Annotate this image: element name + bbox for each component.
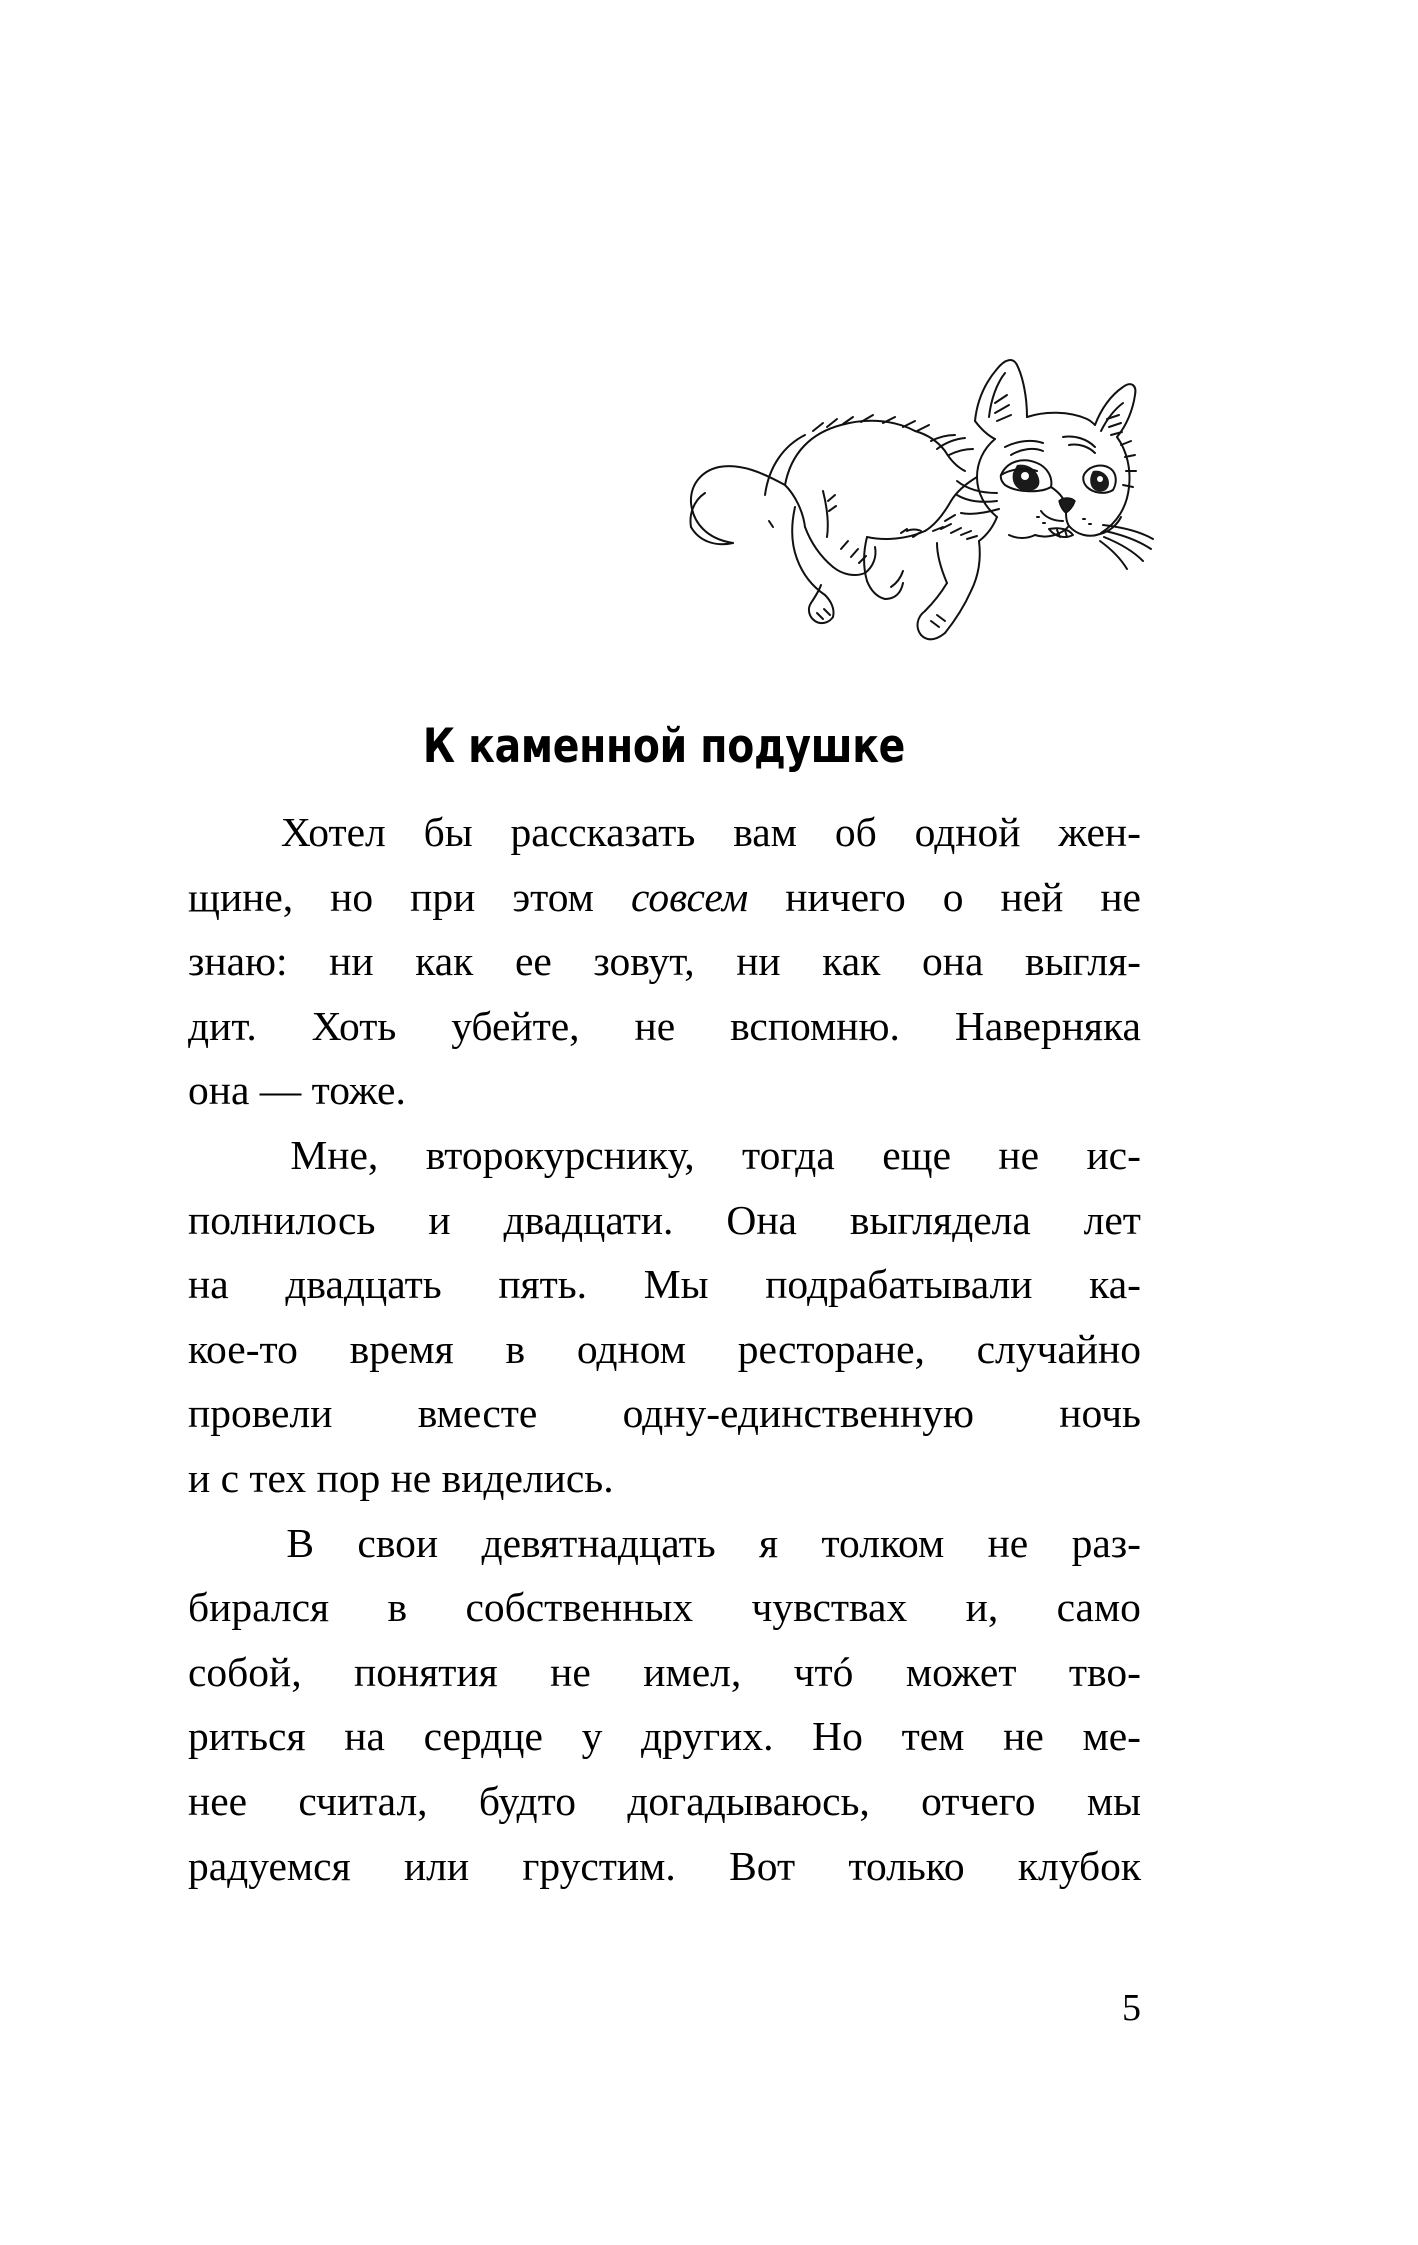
word: не <box>998 1131 1040 1178</box>
word: считал, <box>298 1777 428 1824</box>
text-line <box>188 1252 1141 1317</box>
word: дит. <box>188 1002 257 1049</box>
word: тво- <box>1068 1648 1141 1695</box>
word: может <box>905 1648 1017 1695</box>
kitten-illustration <box>645 325 1155 655</box>
word: двадцати. <box>503 1196 674 1243</box>
word: только <box>848 1842 965 1889</box>
word: Хотел <box>280 809 386 855</box>
word: еще <box>882 1131 952 1178</box>
paragraph-indent <box>188 800 243 865</box>
text-line <box>188 865 1141 930</box>
word: раз- <box>1071 1519 1141 1566</box>
word: бирался <box>188 1584 330 1631</box>
word: других. <box>641 1713 774 1760</box>
paragraph <box>188 800 1141 1123</box>
word: ней <box>1000 873 1064 920</box>
word: ночь <box>1059 1390 1141 1437</box>
word: не <box>1100 873 1141 920</box>
word: собой, <box>188 1648 302 1695</box>
word: зовут, <box>593 938 695 985</box>
word: случайно <box>976 1325 1141 1372</box>
word: вспомню. <box>730 1002 900 1049</box>
text-line <box>188 1640 1141 1705</box>
word: я <box>759 1519 779 1566</box>
word: нее <box>188 1777 248 1824</box>
word: Мне, <box>290 1131 379 1178</box>
paragraph-indent <box>188 1123 243 1188</box>
word: и, <box>965 1584 999 1631</box>
word: не <box>634 1002 676 1049</box>
text-line <box>188 1834 1141 1899</box>
word: в <box>505 1325 526 1372</box>
word: бы <box>423 809 473 855</box>
word: знаю: <box>188 938 288 985</box>
word: не <box>550 1648 591 1695</box>
word: отчего <box>921 1777 1036 1824</box>
word: провели <box>188 1390 333 1437</box>
word: у <box>581 1713 603 1760</box>
word: ни <box>736 938 781 985</box>
word: ка- <box>1089 1261 1141 1308</box>
text-line <box>188 1381 1141 1446</box>
word: риться <box>188 1713 306 1760</box>
word: она — тоже. <box>188 1067 406 1114</box>
word: и <box>428 1196 451 1243</box>
word: вместе <box>417 1390 538 1437</box>
word: на <box>188 1261 229 1308</box>
word: ис- <box>1086 1131 1141 1178</box>
paragraph <box>188 1511 1141 1899</box>
word: и с тех пор не виделись. <box>188 1454 614 1501</box>
word: догадываюсь, <box>627 1777 870 1824</box>
word: или <box>403 1842 470 1889</box>
word: лет <box>1083 1196 1141 1243</box>
word: пять. <box>498 1261 588 1308</box>
word: Но <box>812 1713 863 1760</box>
word: радуемся <box>188 1842 351 1889</box>
word: тем <box>901 1713 965 1760</box>
word: в <box>387 1584 408 1631</box>
text-line <box>188 1704 1141 1769</box>
text-line <box>188 1446 1141 1511</box>
word: чтó <box>793 1648 854 1695</box>
word: клубок <box>1017 1842 1141 1889</box>
word: выглядела <box>849 1196 1031 1243</box>
word: убейте, <box>451 1002 580 1049</box>
word: тогда <box>741 1131 835 1178</box>
word: ничего <box>785 873 906 920</box>
word: свои <box>357 1519 439 1566</box>
word: Мы <box>643 1261 709 1308</box>
word: о <box>942 873 964 920</box>
word: второкурснику, <box>425 1131 695 1178</box>
word: само <box>1056 1584 1141 1631</box>
word: щине, <box>188 873 294 920</box>
word: ресторане, <box>737 1325 925 1372</box>
word: В <box>286 1519 315 1566</box>
word: выгля- <box>1024 938 1141 985</box>
text-line <box>188 1769 1141 1834</box>
word: на <box>344 1713 385 1760</box>
word: она <box>921 938 984 985</box>
text-line <box>188 1188 1141 1253</box>
word: рассказать <box>510 809 696 855</box>
word: толком <box>821 1519 945 1566</box>
text-line <box>188 1575 1141 1640</box>
word: как <box>822 938 881 985</box>
text-line <box>188 929 1141 994</box>
word: грустим. <box>522 1842 676 1889</box>
word: кое-то <box>188 1325 298 1372</box>
word: одной <box>914 809 1021 855</box>
word: понятия <box>354 1648 498 1695</box>
word: Хоть <box>311 1002 397 1049</box>
word: мы <box>1086 1777 1141 1824</box>
word: сердце <box>423 1713 543 1760</box>
word: не <box>987 1519 1029 1566</box>
word: как <box>415 938 474 985</box>
word: девятнадцать <box>481 1519 716 1566</box>
word: но <box>330 873 374 920</box>
word: при <box>410 873 476 920</box>
word: жен- <box>1058 809 1141 855</box>
text-line <box>188 800 1141 865</box>
word: подрабатывали <box>765 1261 1033 1308</box>
word: одну-единственную <box>622 1390 974 1437</box>
word: ни <box>329 938 374 985</box>
word: Она <box>726 1196 797 1243</box>
word: не <box>1003 1713 1044 1760</box>
word: полнилось <box>188 1196 376 1243</box>
word: двадцать <box>285 1261 442 1308</box>
word: об <box>834 809 877 855</box>
word: собственных <box>465 1584 694 1631</box>
text-line <box>188 994 1141 1059</box>
text-line <box>188 1317 1141 1382</box>
body-text <box>188 800 1141 1898</box>
word: время <box>349 1325 454 1372</box>
chapter-title: К каменной подушке <box>422 719 906 775</box>
paragraph <box>188 1123 1141 1511</box>
word: ме- <box>1082 1713 1141 1760</box>
word: чувствах <box>751 1584 908 1631</box>
text-line <box>188 1058 1141 1123</box>
paragraph-indent <box>188 1511 243 1576</box>
word: ее <box>514 938 552 985</box>
word: Вот <box>729 1842 796 1889</box>
text-line <box>188 1511 1141 1576</box>
word: совсем <box>630 873 749 920</box>
word: Наверняка <box>954 1002 1141 1049</box>
text-line <box>188 1123 1141 1188</box>
word: одном <box>576 1325 686 1372</box>
word: этом <box>512 873 594 920</box>
word: вам <box>733 809 797 855</box>
word: будто <box>478 1777 576 1824</box>
word: имел, <box>643 1648 742 1695</box>
page-number: 5 <box>1122 1987 1141 2029</box>
